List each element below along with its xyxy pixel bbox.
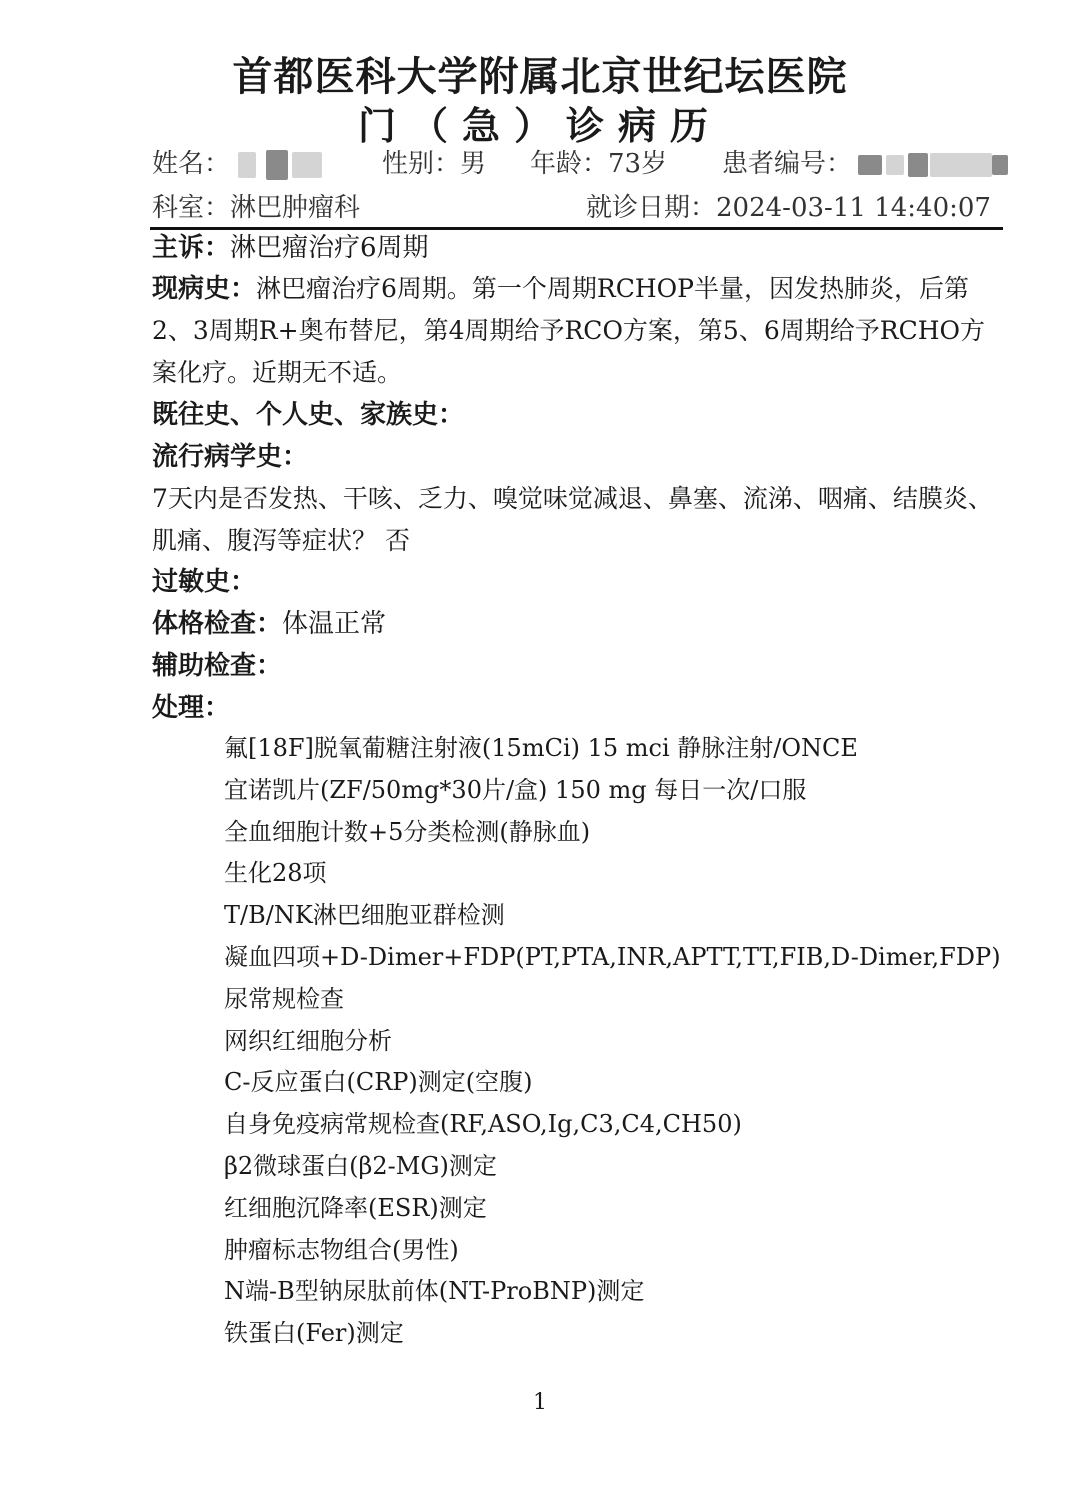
visit-date-value: 2024-03-11 14:40:07 xyxy=(716,193,991,223)
order-item: 铁蛋白(Fer)测定 xyxy=(224,1319,404,1348)
sex-field xyxy=(382,143,486,180)
redacted-id-mask xyxy=(992,155,1008,175)
order-item: 肿瘤标志物组合(男性) xyxy=(224,1235,459,1264)
age-label: 年龄： xyxy=(530,149,609,179)
order-item: 自身免疫病常规检查(RF,ASO,Ig,C3,C4,CH50) xyxy=(224,1110,742,1139)
visit-date-label: 就诊日期： xyxy=(586,193,717,223)
order-item: 氟[18F]脱氧葡糖注射液(15mCi) 15 mci 静脉注射/ONCE xyxy=(224,734,858,762)
redacted-name-mask xyxy=(292,152,322,178)
order-item: C-反应蛋白(CRP)测定(空腹) xyxy=(224,1068,533,1097)
order-item: N端-B型钠尿肽前体(NT-ProBNP)测定 xyxy=(224,1277,645,1306)
age-value: 73岁 xyxy=(608,149,668,179)
name-label: 姓名： xyxy=(152,149,231,179)
order-item: 生化28项 xyxy=(224,859,327,888)
redacted-name-mask xyxy=(238,152,256,178)
visit-date-field xyxy=(586,187,991,224)
name-field xyxy=(152,143,322,180)
past-history-label: 既往史、个人史、家族史： xyxy=(152,400,465,430)
physical-exam-label: 体格检查： xyxy=(152,609,283,639)
department-field xyxy=(152,187,360,224)
chief-complaint-text: 淋巴瘤治疗6周期 xyxy=(230,233,429,263)
redacted-id-mask xyxy=(908,153,928,177)
department-label: 科室： xyxy=(152,193,231,223)
order-item: 全血细胞计数+5分类检测(静脉血) xyxy=(224,817,591,846)
order-item: 宜诺凯片(ZF/50mg*30片/盒) 150 mg 每日一次/口服 xyxy=(224,775,807,804)
redacted-id-mask xyxy=(930,153,992,177)
physical-exam-text: 体温正常 xyxy=(282,609,387,639)
hospital-name: 首都医科大学附属北京世纪坛医院 xyxy=(232,53,848,100)
order-item: 尿常规检查 xyxy=(224,984,344,1013)
chief-complaint-label: 主诉： xyxy=(152,233,231,263)
present-illness-text: 淋巴瘤治疗6周期。第一个周期RCHOP半量，因发热肺炎，后第2、3周期R+奥布替尼，第4周期给予RCO方案，第5、6周期给予RCHO方案化疗。近期无不适。 xyxy=(152,274,985,387)
order-item: 红细胞沉降率(ESR)测定 xyxy=(224,1193,487,1222)
page-number: 1 xyxy=(533,1390,547,1415)
patient-id-field xyxy=(722,143,1008,180)
present-illness xyxy=(152,268,1004,394)
chief-complaint xyxy=(152,227,429,269)
order-item: T/B/NK淋巴细胞亚群检测 xyxy=(224,901,505,930)
department-value: 淋巴肿瘤科 xyxy=(230,193,361,223)
record-title: 门（急）诊病历 xyxy=(357,103,722,148)
redacted-id-mask xyxy=(858,155,882,175)
epidemiology-text: 7天内是否发热、干咳、乏力、嗅觉味觉减退、鼻塞、流涕、咽痛、结膜炎、肌痛、腹泻等症状？ 否 xyxy=(152,484,993,555)
order-item: 网织红细胞分析 xyxy=(224,1026,392,1055)
treatment-label: 处理： xyxy=(152,693,231,723)
redacted-name-mask xyxy=(266,150,288,180)
allergy-label: 过敏史： xyxy=(152,567,257,597)
sex-value: 男 xyxy=(460,149,487,179)
order-list xyxy=(224,728,1001,1355)
epidemiology-label: 流行病学史： xyxy=(152,442,309,472)
physical-exam xyxy=(152,603,386,645)
present-illness-label: 现病史： xyxy=(152,274,257,304)
sex-label: 性别： xyxy=(382,149,461,179)
auxiliary-exam-label: 辅助检查： xyxy=(152,651,283,681)
order-item: β2微球蛋白(β2-MG)测定 xyxy=(224,1151,497,1180)
patient-id-label: 患者编号： xyxy=(722,149,853,179)
redacted-id-mask xyxy=(886,155,904,175)
order-item: 凝血四项+D-Dimer+FDP(PT,PTA,INR,APTT,TT,FIB,D-Dimer,FDP) xyxy=(224,942,1001,971)
age-field xyxy=(530,143,667,180)
